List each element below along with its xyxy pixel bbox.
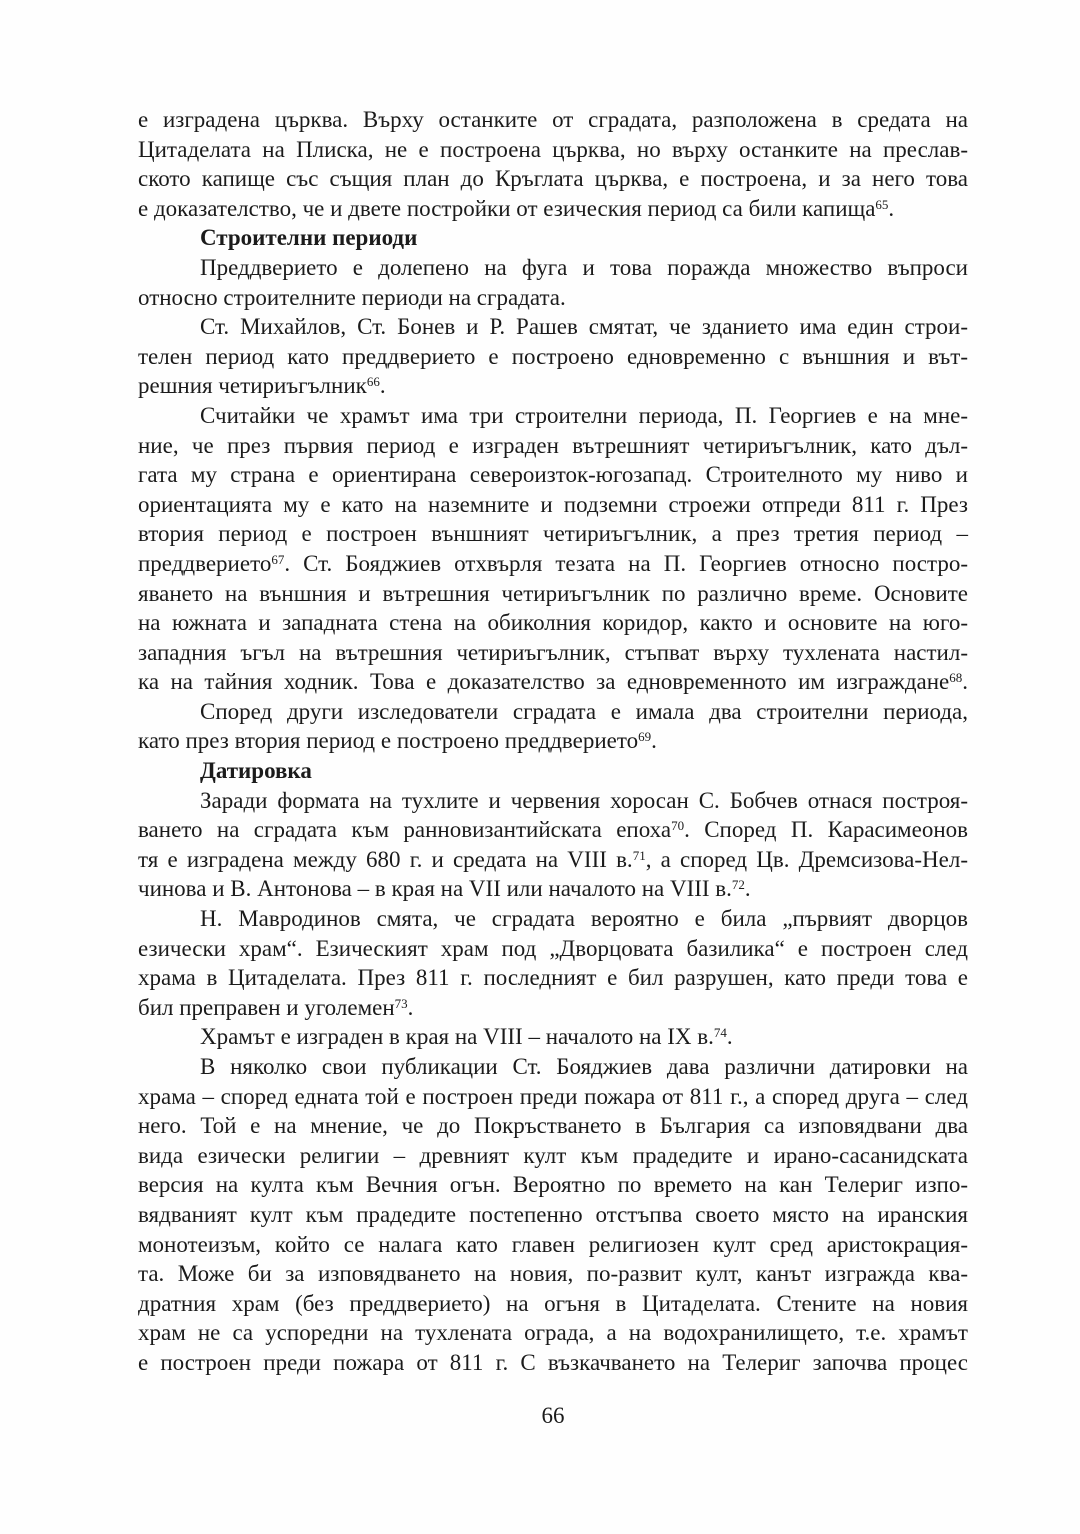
text-line: Н. Мавродинов смята, че сградата вероятно е била „първият дворцов	[200, 906, 968, 932]
text-line: езически храм“. Езическият храм под „Дворцовата базилика“ е построен след	[138, 935, 968, 961]
text-line: преддверието$^{67}$. Ст. Бояджиев отхвърля тезата на П. Георгиев относно постро-	[138, 550, 968, 576]
footnote-marker: 70	[671, 818, 685, 834]
text-line: Цитаделата на Плиска, не е построена църква, но върху останките на преслав-	[138, 136, 968, 162]
paragraph	[138, 105, 968, 223]
text-line: на южната и западната стена на обиколния коридор, както и основите на юго-	[138, 610, 968, 636]
text-line: Ст. Михайлов, Ст. Бонев и Р. Рашев смятат, че зданието има един строи-	[200, 314, 968, 340]
page-footer	[138, 1401, 968, 1431]
section-heading	[138, 223, 968, 253]
text-line: та. Може би за изповядването на новия, по-развит култ, канът изгражда ква-	[138, 1261, 968, 1287]
footnote-marker: 66	[366, 374, 380, 390]
paragraph	[138, 401, 968, 697]
text-line: яването на външния и вътрешния четириъгълник по различно време. Основите	[138, 580, 968, 606]
text-line: ориентацията му е като на наземните и подземни строежи отпреди 811 г. През	[138, 491, 968, 517]
text-line: Заради формата на тухлите и червения хоросан С. Бобчев отнася построя-	[200, 787, 968, 813]
text-line: Строителни периоди	[200, 225, 418, 251]
text-line: Преддверието е долепено на фуга и това поражда множество въпроси	[200, 254, 968, 280]
text-line: западния ъгъл на вътрешния четириъгълник, стъпват върху тухлената настил-	[138, 639, 968, 665]
text-line: втория период е построен външният четириъгълник, а през третия период –	[138, 521, 968, 547]
text-line: е доказателство, че и двете постройки от езическия период са били капища$^{65}$.	[138, 195, 895, 221]
text-line: чинова и В. Антонова – в края на VII или началото на VIII в.$^{72}$.	[138, 876, 751, 902]
footnote-marker: 74	[713, 1025, 727, 1041]
text-line: В няколко свои публикации Ст. Бояджиев дава различни датировки на	[200, 1054, 968, 1079]
paragraph	[138, 253, 968, 312]
text-line: относно строителните периоди на сградата.	[138, 284, 566, 310]
text-line: Храмът е изграден в края на VIII – началото на IX в.$^{74}$.	[200, 1024, 733, 1050]
paragraph	[138, 904, 968, 1022]
text-line: телен период като преддверието е построено едновременно с външния и вът-	[138, 343, 968, 369]
text-line: тя е изградена между 680 г. и средата на VIII в.$^{71}$, а според Цв. Дремсизова-Нел-	[138, 846, 968, 872]
text-line: гата му страна е ориентирана североизток-югозапад. Строителното му ниво и	[138, 462, 968, 488]
text-line: дратния храм (без преддверието) на огъня в Цитаделата. Стените на новия	[138, 1290, 968, 1316]
text-line: храма – според едната той е построен преди пожара от 811 г., а според друга – след	[138, 1083, 968, 1109]
paragraph	[138, 1052, 968, 1378]
footnote-marker: 69	[638, 729, 652, 745]
text-line: Според други изследователи сградата е имала два строителни периода,	[200, 698, 968, 724]
paragraph	[138, 312, 968, 401]
footnote-marker: 67	[271, 551, 285, 567]
text-line: храма в Цитаделата. През 811 г. последният е бил разрушен, като преди това е	[138, 965, 968, 991]
footnote-marker: 68	[949, 670, 963, 686]
text-line: ка на тайния ходник. Това е доказателство за едновременното им изграждане$^{68}$.	[138, 669, 968, 695]
text-line: Датировка	[200, 758, 312, 784]
paragraph	[138, 1022, 968, 1052]
text-line: вида езически религии – древният култ към прадедите и ирано-сасанидската	[138, 1142, 968, 1168]
text-line: вядваният култ към прадедите постепенно отстъпва своето място на иранския	[138, 1201, 968, 1227]
page-text	[138, 105, 968, 1378]
text-line: решния четириъгълник$^{66}$.	[138, 373, 386, 399]
footnote-marker: 65	[875, 196, 889, 212]
text-line: монотеизъм, който се налага като главен религиозен култ сред аристокрация-	[138, 1231, 968, 1257]
text-line: като през втория период е построено преддверието$^{69}$.	[138, 728, 657, 754]
footnote-marker: 72	[731, 877, 745, 893]
section-heading	[138, 756, 968, 786]
text-line: е построен преди пожара от 811 г. С възкачването на Телериг започва процес	[138, 1349, 968, 1375]
text-line: него. Той е на мнение, че до Покръстването в България са изповядвани два	[138, 1113, 968, 1139]
footnote-marker: 71	[632, 847, 646, 863]
text-line: версия на култа към Вечния огън. Вероятно по времето на кан Телериг изпо-	[138, 1172, 968, 1198]
text-line: ние, че през първия период е изграден вътрешният четириъгълник, като дъл-	[138, 432, 968, 458]
text-line: бил преправен и уголемен$^{73}$.	[138, 994, 414, 1020]
page-number: 66	[541, 1403, 565, 1428]
paragraph	[138, 786, 968, 904]
paragraph	[138, 697, 968, 756]
text-line: ското капище със същия план до Кръглата църква, е построена, и за него това	[138, 166, 968, 192]
text-line: храм не са успоредни на тухлената ограда, а на водохранилището, т.е. храмът	[138, 1320, 968, 1346]
text-line: е изградена църква. Върху останките от сградата, разположена в средата на	[138, 107, 968, 132]
text-line: ването на сградата към ранновизантийската епоха$^{70}$. Според П. Карасимеонов	[138, 817, 968, 843]
footnote-marker: 73	[394, 995, 408, 1011]
text-line: Считайки че храмът има три строителни периода, П. Георгиев е на мне-	[200, 402, 968, 428]
